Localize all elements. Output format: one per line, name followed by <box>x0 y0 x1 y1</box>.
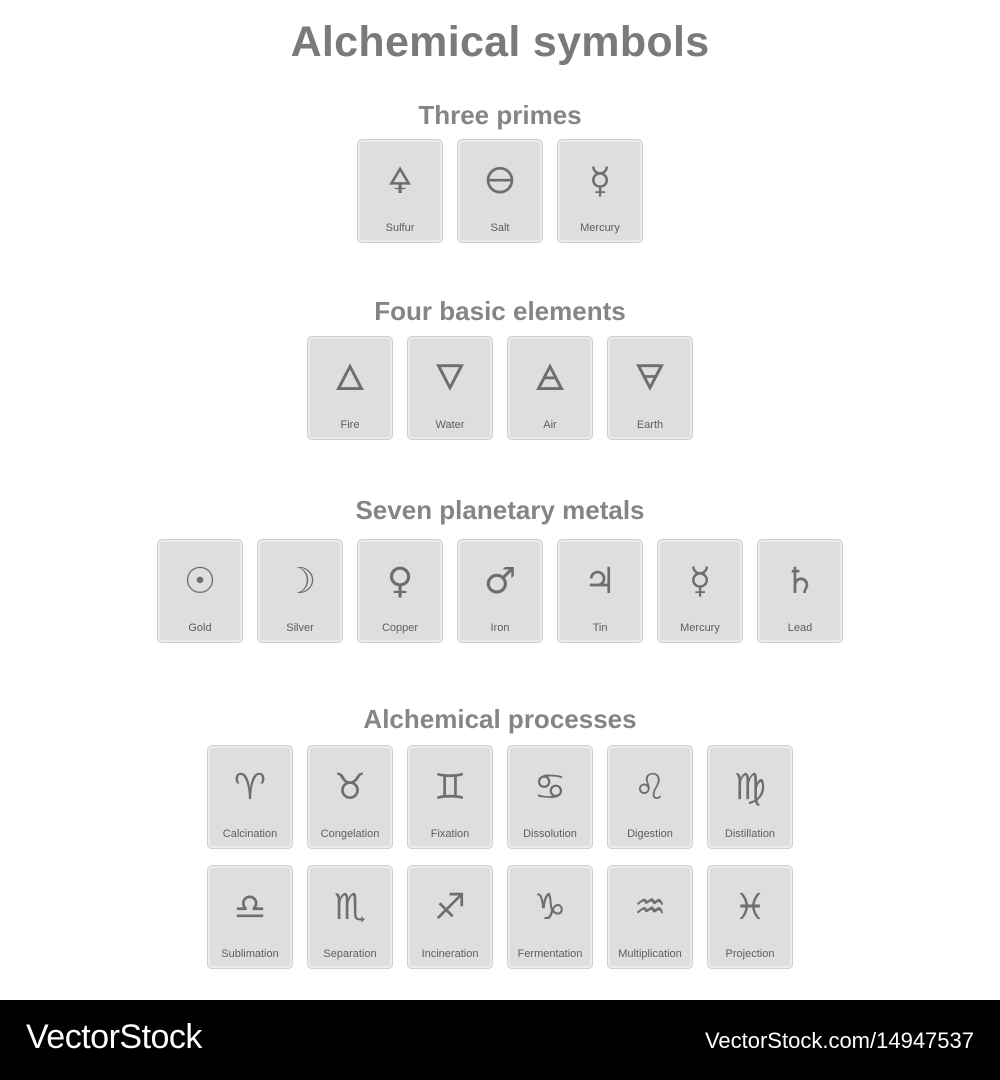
fermentation-symbol-icon: ♑ <box>533 887 567 928</box>
symbol-card-fixation <box>408 746 492 848</box>
symbol-card-dissolution <box>508 746 592 848</box>
iron-symbol-icon: ♂ <box>483 561 517 602</box>
brand-logo: VectorStock <box>26 1018 202 1056</box>
symbol-card-digestion <box>608 746 692 848</box>
fixation-symbol-icon: ♊ <box>433 767 467 808</box>
symbol-card-earth <box>608 337 692 439</box>
symbol-label: Earth <box>636 419 664 431</box>
section-title-three-primes: Three primes <box>418 100 582 130</box>
symbol-label: Iron <box>490 622 510 634</box>
section-title-processes: Alchemical processes <box>363 704 637 734</box>
copper-symbol-icon: ♀ <box>386 561 414 602</box>
symbol-card-fermentation <box>508 866 592 968</box>
separation-symbol-icon: ♏ <box>333 887 367 928</box>
symbol-card-fire <box>308 337 392 439</box>
sulfur-symbol-icon: 🜍 <box>387 161 413 202</box>
incineration-symbol-icon: ♐ <box>433 887 467 928</box>
sublimation-symbol-icon: ♎ <box>233 887 267 928</box>
page-title: Alchemical symbols <box>290 18 710 66</box>
symbol-card-lead <box>758 540 842 642</box>
symbol-card-mercury <box>658 540 742 642</box>
symbol-row <box>0 337 1000 439</box>
lead-symbol-icon: ♄ <box>783 561 817 602</box>
symbol-label: Fire <box>340 419 360 431</box>
symbol-label: Digestion <box>627 828 673 840</box>
symbol-row <box>0 140 1000 242</box>
symbol-label: Congelation <box>320 828 380 840</box>
symbol-card-mercury <box>558 140 642 242</box>
symbol-card-sulfur <box>358 140 442 242</box>
symbol-label: Distillation <box>724 828 776 840</box>
symbol-card-incineration <box>408 866 492 968</box>
symbol-label: Fixation <box>430 828 470 840</box>
symbol-card-congelation <box>308 746 392 848</box>
symbol-row <box>0 866 1000 968</box>
section-title-planetary-metals: Seven planetary metals <box>355 495 645 525</box>
digestion-symbol-icon: ♌ <box>633 767 667 808</box>
silver-symbol-icon: ☽ <box>283 561 317 602</box>
symbol-card-copper <box>358 540 442 642</box>
symbol-label: Multiplication <box>618 948 682 960</box>
symbol-card-water <box>408 337 492 439</box>
symbol-label: Salt <box>490 222 510 234</box>
symbol-label: Tin <box>592 622 608 634</box>
symbol-label: Incineration <box>421 948 479 960</box>
distillation-symbol-icon: ♍ <box>733 767 767 808</box>
salt-symbol-icon: 🜔 <box>484 161 516 202</box>
symbol-card-separation <box>308 866 392 968</box>
footer-url: VectorStock.com/14947537 <box>704 1028 974 1053</box>
symbol-card-calcination <box>208 746 292 848</box>
symbol-card-salt <box>458 140 542 242</box>
symbol-label: Separation <box>323 948 377 960</box>
symbol-card-tin <box>558 540 642 642</box>
projection-symbol-icon: ♓ <box>733 887 767 928</box>
symbol-row <box>0 540 1000 642</box>
symbol-card-distillation <box>708 746 792 848</box>
symbol-label: Water <box>435 419 465 431</box>
symbol-label: Gold <box>188 622 212 634</box>
symbol-label: Projection <box>725 948 775 960</box>
symbol-card-iron <box>458 540 542 642</box>
dissolution-symbol-icon: ♋ <box>533 767 567 808</box>
gold-symbol-icon: ☉ <box>183 561 217 602</box>
multiplication-symbol-icon: ♒ <box>633 887 667 928</box>
fire-symbol-icon: 🜂 <box>334 358 366 399</box>
symbol-card-air <box>508 337 592 439</box>
symbol-card-sublimation <box>208 866 292 968</box>
tin-symbol-icon: ♃ <box>583 561 617 602</box>
calcination-symbol-icon: ♈ <box>233 767 267 808</box>
section-title-four-elements: Four basic elements <box>374 296 626 326</box>
symbol-label: Mercury <box>580 222 620 234</box>
symbol-label: Sublimation <box>221 948 279 960</box>
symbol-label: Air <box>543 419 557 431</box>
mercury-symbol-icon: ☿ <box>588 161 612 202</box>
symbol-label: Lead <box>787 622 813 634</box>
symbol-row <box>0 746 1000 848</box>
mercury-symbol-icon: ☿ <box>688 561 712 602</box>
congelation-symbol-icon: ♉ <box>333 767 367 808</box>
earth-symbol-icon: 🜃 <box>634 358 666 399</box>
symbol-label: Calcination <box>222 828 278 840</box>
symbol-card-silver <box>258 540 342 642</box>
symbol-label: Fermentation <box>517 948 583 960</box>
symbol-label: Sulfur <box>385 222 415 234</box>
footer-bar <box>0 1000 1000 1080</box>
symbol-card-gold <box>158 540 242 642</box>
symbol-label: Mercury <box>680 622 720 634</box>
symbol-label: Copper <box>381 622 419 634</box>
symbol-label: Silver <box>286 622 314 634</box>
symbol-card-multiplication <box>608 866 692 968</box>
air-symbol-icon: 🜁 <box>534 358 566 399</box>
symbol-label: Dissolution <box>523 828 577 840</box>
water-symbol-icon: 🜄 <box>434 358 466 399</box>
symbol-card-projection <box>708 866 792 968</box>
